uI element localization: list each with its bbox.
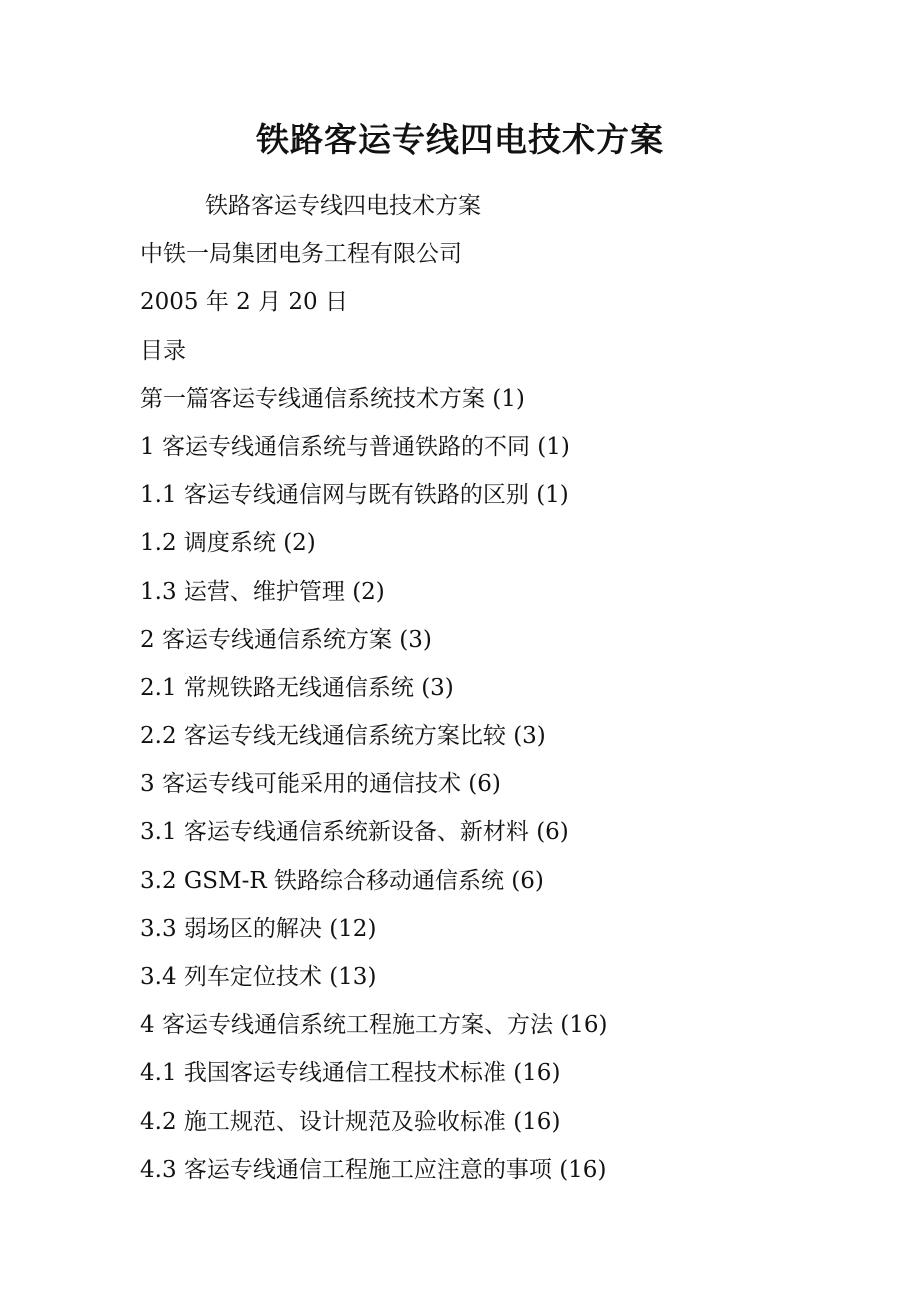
toc-entry: 3.1 客运专线通信系统新设备、新材料 (6) bbox=[140, 819, 569, 846]
toc-entry: 4.1 我国客运专线通信工程技术标准 (16) bbox=[140, 1060, 561, 1087]
toc-heading: 目录 bbox=[140, 337, 186, 364]
toc-entry: 1 客运专线通信系统与普通铁路的不同 (1) bbox=[140, 433, 570, 460]
toc-entry: 3.4 列车定位技术 (13) bbox=[140, 964, 377, 990]
toc-entry: 3.3 弱场区的解决 (12) bbox=[140, 915, 377, 942]
toc-entry: 2.1 常规铁路无线通信系统 (3) bbox=[140, 674, 454, 701]
document-title: 铁路客运专线四电技术方案 bbox=[256, 120, 664, 159]
document-subtitle: 铁路客运专线四电技术方案 bbox=[205, 193, 481, 219]
toc-entry: 第一篇客运专线通信系统技术方案 (1) bbox=[140, 385, 525, 412]
toc-entry: 4 客运专线通信系统工程施工方案、方法 (16) bbox=[140, 1012, 608, 1039]
company-name: 中铁一局集团电务工程有限公司 bbox=[140, 241, 462, 268]
toc-entry: 2 客运专线通信系统方案 (3) bbox=[140, 626, 432, 653]
toc-entry: 3.2 GSM-R 铁路综合移动通信系统 (6) bbox=[140, 867, 544, 894]
toc-entry: 2.2 客运专线无线通信系统方案比较 (3) bbox=[140, 723, 546, 750]
toc-entry: 4.3 客运专线通信工程施工应注意的事项 (16) bbox=[140, 1156, 607, 1183]
toc-entry: 1.2 调度系统 (2) bbox=[140, 530, 316, 557]
toc-entry: 1.1 客运专线通信网与既有铁路的区别 (1) bbox=[140, 482, 569, 509]
toc-entry: 4.2 施工规范、设计规范及验收标准 (16) bbox=[140, 1108, 561, 1135]
document-date: 2005 年 2 月 20 日 bbox=[140, 289, 348, 316]
toc-entry: 3 客运专线可能采用的通信技术 (6) bbox=[140, 771, 501, 798]
document-body bbox=[140, 182, 860, 1194]
toc-entry: 1.3 运营、维护管理 (2) bbox=[140, 578, 385, 605]
